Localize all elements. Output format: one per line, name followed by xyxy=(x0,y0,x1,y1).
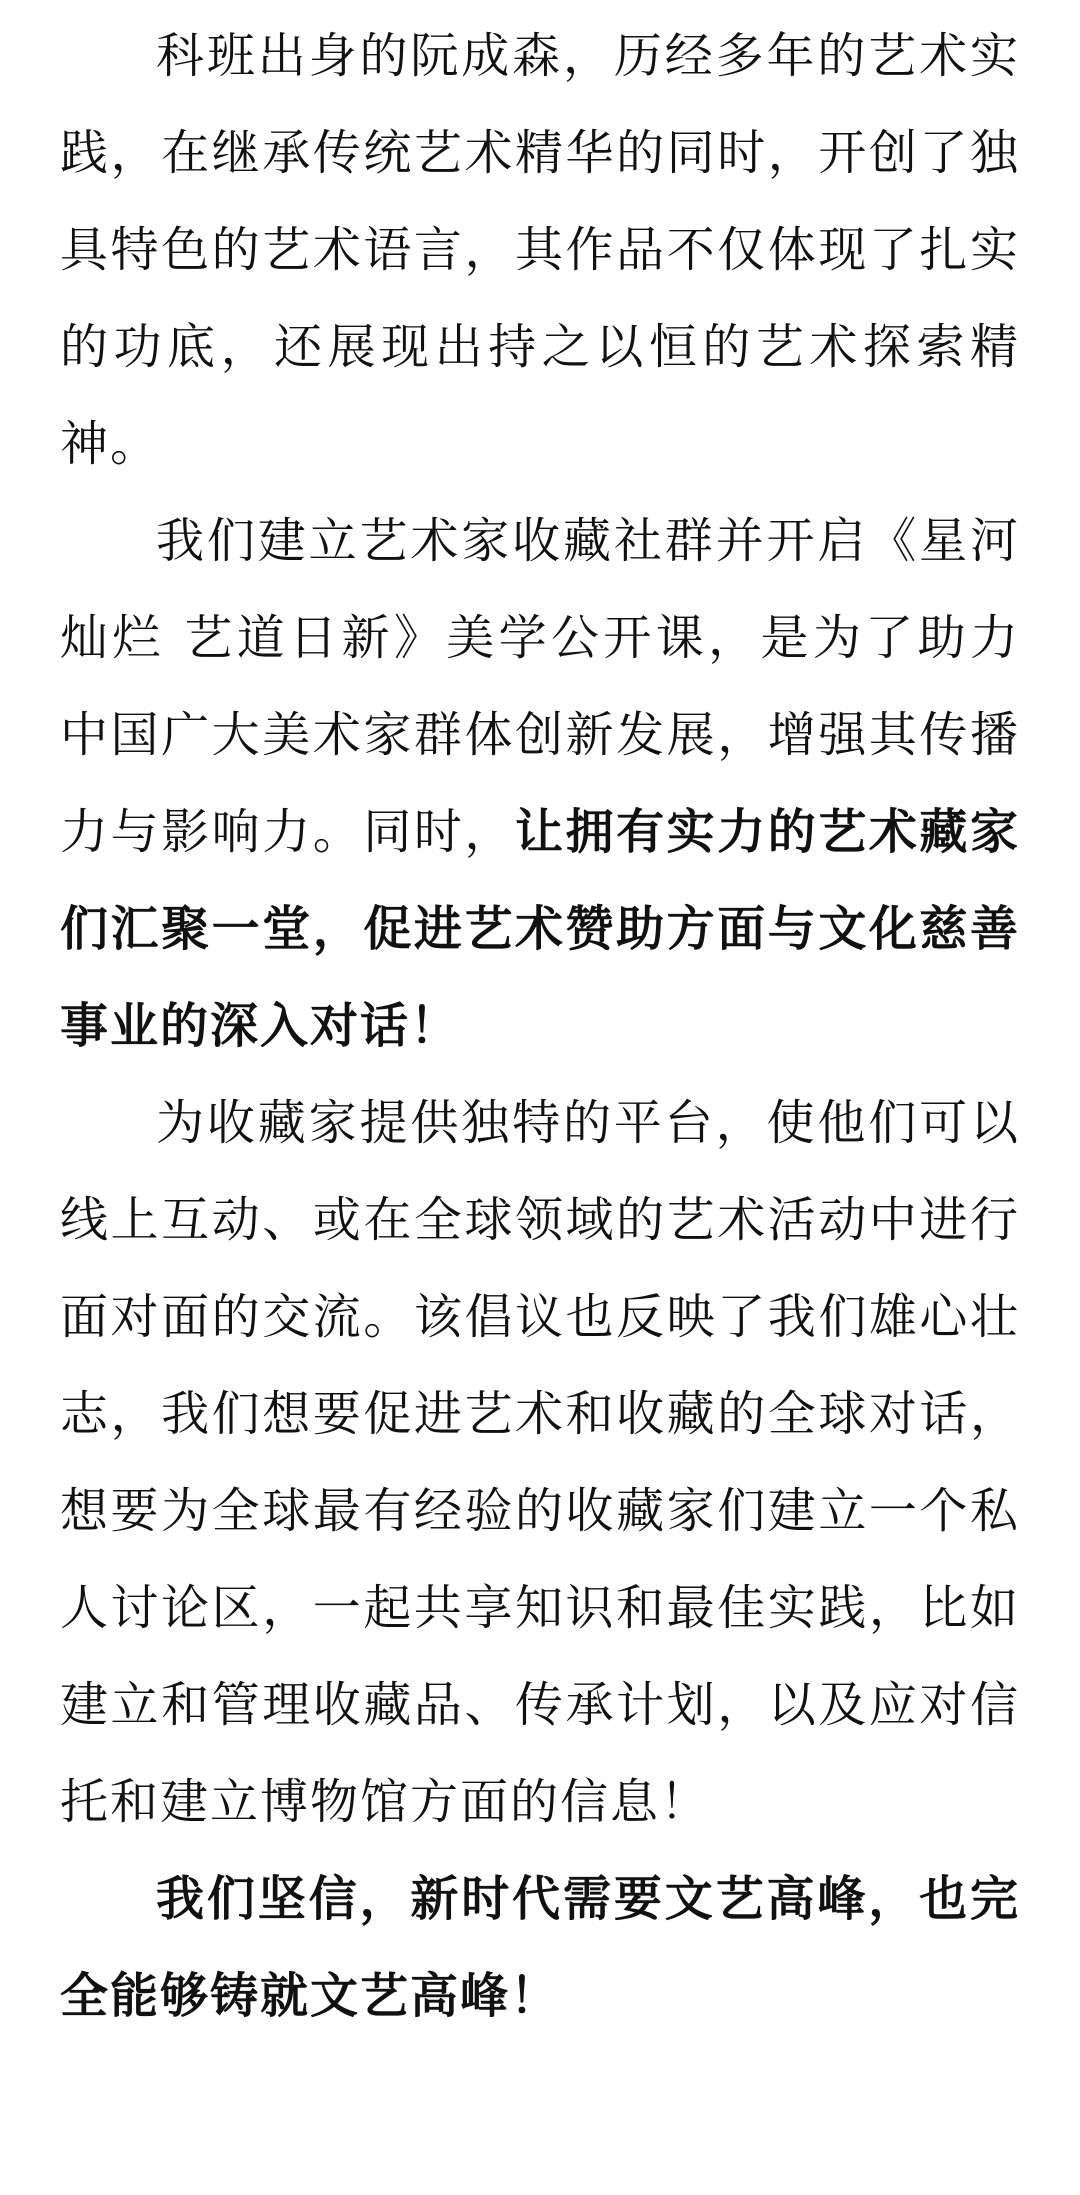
paragraph-collector-community-emphasis: 让拥有实力的艺术藏家们汇聚一堂，促进艺术赞助方面与文化慈善事业的深入对话！ xyxy=(60,804,1020,1054)
paragraph-artist-intro xyxy=(60,8,1020,493)
paragraph-platform-goals-text: 为收藏家提供独特的平台，使他们可以线上互动、或在全球领域的艺术活动中进行面对面的交流。该倡议也反映了我们雄心壮志，我们想要促进艺术和收藏的全球对话，想要为全球最有经验的收藏家们建立一个私人讨论区，一起共享知识和最佳实践，比如建立和管理收藏品、传承计划，以及应对信托和建立博物馆方面的信息！ xyxy=(60,1095,1020,1830)
paragraph-collector-community xyxy=(60,493,1020,1075)
paragraph-closing-statement-text: 我们坚信，新时代需要文艺高峰，也完全能够铸就文艺高峰！ xyxy=(60,1871,1020,2024)
paragraph-artist-intro-text: 科班出身的阮成森，历经多年的艺术实践，在继承传统艺术精华的同时，开创了独具特色的艺术语言，其作品不仅体现了扎实的功底，还展现出持之以恒的艺术探索精神。 xyxy=(60,28,1020,472)
paragraph-closing-statement xyxy=(60,1851,1020,2045)
paragraph-collector-community-text: 我们建立艺术家收藏社群并开启《星河灿烂 艺道日新》美学公开课，是为了助力中国广大美术家群体创新发展，增强其传播力与影响力。同时， xyxy=(60,513,1020,860)
article-body xyxy=(60,8,1020,2045)
paragraph-platform-goals xyxy=(60,1075,1020,1851)
